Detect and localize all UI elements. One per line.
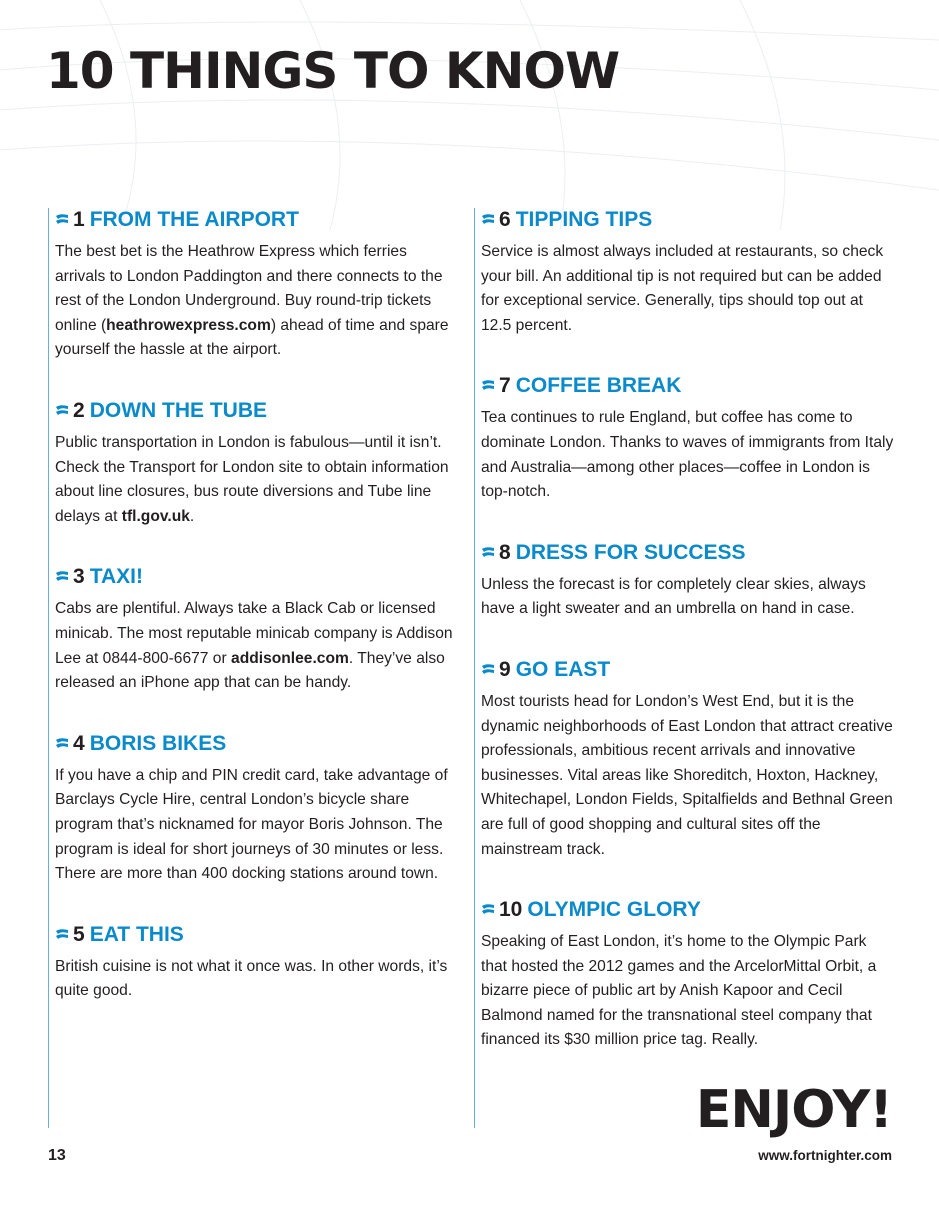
item-body [481,240,894,338]
item-body [55,955,460,1004]
item-heading [55,399,460,423]
item-body [481,930,894,1053]
item-heading [481,658,894,682]
item-title: TIPPING TIPS [515,208,653,231]
body-text: Most tourists head for London’s West End, but it is the dynamic neighborhoods of East London that attract creative professionals, ambitious recent arrivals and innovative businesses. Vital areas like Shoreditch, Hoxton, Hackney, Whitechapel, London Fields, Spitalfields and Bethnal Green are full of good shopping and cultural sites off the mainstream track. [481,692,893,858]
flag-icon [55,570,69,584]
page-number: 13 [48,1147,66,1164]
list-item [481,208,894,338]
bold-link-text: tfl.gov.uk [121,507,190,525]
item-title: DRESS FOR SUCCESS [515,540,746,564]
list-item [481,541,894,622]
list-item [55,732,460,887]
item-number: 2 [73,398,85,422]
item-number: 8 [499,540,511,564]
item-number: 5 [73,922,85,946]
flag-icon [481,213,495,227]
item-title: TAXI! [89,565,143,589]
page-title: 10 THINGS TO KNOW [46,42,620,100]
list-item [55,565,460,695]
item-number: 4 [73,731,85,755]
body-text: . They’ve also released an iPhone app that can be handy. [55,649,445,692]
body-text: If you have a chip and PIN credit card, take advantage of Barclays Cycle Hire, central London’s bicycle share program that’s nicknamed for mayor Boris Johnson. The program is ideal for short journeys of 30 minutes or less. There are more than 400 docking stations around town. [55,766,448,883]
body-text: ) ahead of time and spare yourself the hassle at the airport. [55,316,449,359]
list-item [55,399,460,529]
flag-icon [481,546,495,560]
item-title: GO EAST [515,657,611,681]
item-title: OLYMPIC GLORY [527,898,701,922]
item-heading [55,565,460,589]
item-number: 3 [73,565,85,589]
item-number: 10 [499,898,523,922]
flag-icon [481,379,495,393]
list-item [481,658,894,862]
item-number: 6 [499,208,511,231]
list-item [481,898,894,1053]
body-text: Tea continues to rule England, but coffee has come to dominate London. Thanks to waves of immigrants from Italy and Australia—among other places—coffee in London is top-notch. [481,409,894,501]
flag-icon [55,928,69,942]
right-column [474,208,894,1128]
item-heading [481,541,894,565]
bold-link-text: addisonlee.com [231,649,349,667]
body-text: Cabs are plentiful. Always take a Black Cab or licensed minicab. The most reputable minicab company is Addison Lee at 0844-800-6677 or [55,600,453,667]
item-title: BORIS BIKES [89,731,227,755]
item-heading [481,208,894,232]
list-item [481,374,894,504]
item-body [481,690,894,862]
item-heading [55,923,460,947]
item-title: COFFEE BREAK [515,374,682,398]
item-title: DOWN THE TUBE [89,398,268,422]
item-number: 7 [499,374,511,398]
item-number: 1 [73,208,85,231]
item-heading [481,898,894,922]
item-body [55,597,460,695]
body-text: British cuisine is not what it once was. In other words, it’s quite good. [55,957,448,1000]
body-text: . [189,507,195,525]
flag-icon [481,903,495,917]
item-body [55,764,460,887]
list-item [55,208,460,363]
item-heading [55,208,460,232]
background-grid-pattern [0,0,939,230]
body-text: Unless the forecast is for completely clear skies, always have a light sweater and an umbrella on hand in case. [481,575,866,618]
closing-headline: ENJOY! [695,1080,892,1140]
flag-icon [55,404,69,418]
item-body [55,240,460,363]
item-heading [481,374,894,398]
body-text: Service is almost always included at restaurants, so check your bill. An additional tip is not required but can be added for exceptional service. Generally, tips should top out at 12.5 percent. [481,243,884,334]
website-url: www.fortnighter.com [758,1148,892,1163]
list-item [55,923,460,1004]
item-body [481,573,894,622]
item-title: FROM THE AIRPORT [89,208,299,231]
item-heading [55,732,460,756]
bold-link-text: heathrowexpress.com [106,316,271,334]
left-column [48,208,460,1128]
item-number: 9 [499,657,511,681]
flag-icon [55,737,69,751]
flag-icon [55,213,69,227]
item-title: EAT THIS [89,922,184,946]
body-text: Public transportation in London is fabulous—until it isn’t. Check the Transport for London site to obtain information about line closures, bus route diversions and Tube line delays at [55,433,449,525]
item-body [481,406,894,504]
body-text: Speaking of East London, it’s home to the Olympic Park that hosted the 2012 games and the ArcelorMittal Orbit, a bizarre piece of public art by Anish Kapoor and Cecil Balmond named for the transnational steel company that financed its $30 million price tag. Really. [481,933,877,1049]
flag-icon [481,663,495,677]
body-text: The best bet is the Heathrow Express which ferries arrivals to London Paddington and there connects to the rest of the London Underground. Buy round-trip tickets online ( [55,243,443,334]
item-body [55,431,460,529]
